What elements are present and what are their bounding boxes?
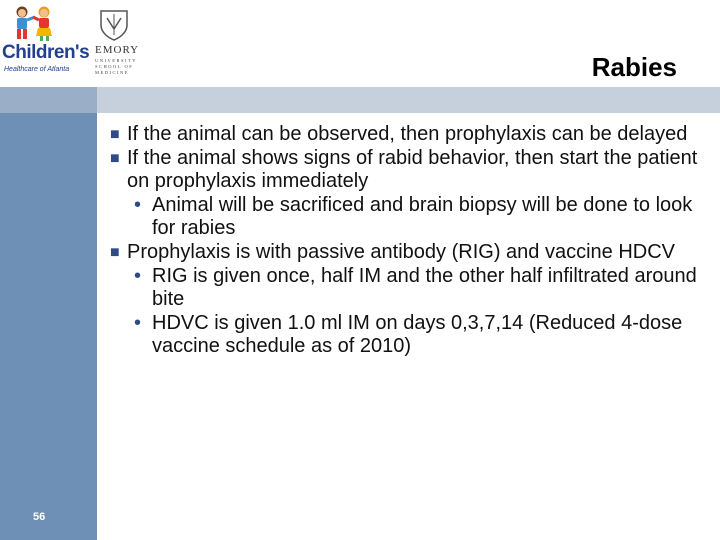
bullet-text: If the animal shows signs of rabid behavior, then start the patient on prophylaxis immediately xyxy=(127,146,698,193)
emory-name: EMORY xyxy=(95,44,140,56)
emory-sub-line-3: MEDICINE xyxy=(95,70,129,75)
sub-bullet-item xyxy=(110,194,705,241)
left-sidebar xyxy=(0,113,97,540)
childrens-kids-logo-icon xyxy=(8,6,68,42)
bullet-item xyxy=(110,147,705,194)
square-bullet-icon: ■ xyxy=(110,126,120,143)
bullet-text: If the animal can be observed, then prophylaxis can be delayed xyxy=(127,123,688,145)
square-bullet-icon: ■ xyxy=(110,149,120,167)
header-band xyxy=(0,87,720,113)
slide-title: Rabies xyxy=(591,52,677,82)
emory-sub xyxy=(95,58,145,76)
sub-bullet-item xyxy=(110,265,705,312)
sub-bullet-item xyxy=(110,312,705,359)
logo-area xyxy=(0,0,160,87)
square-bullet-icon: ■ xyxy=(110,243,120,261)
bullet-item xyxy=(110,241,705,265)
bullet-item xyxy=(110,123,705,147)
dot-bullet-icon: • xyxy=(134,264,142,287)
sub-bullet-text: HDVC is given 1.0 ml IM on days 0,3,7,14 (Reduced 4-dose vaccine schedule as of 2010) xyxy=(152,311,683,358)
sub-bullet-text: Animal will be sacrificed and brain biopsy will be done to look for rabies xyxy=(152,193,693,240)
emory-sub-line-2: SCHOOL OF xyxy=(95,64,134,69)
page-number: 56 xyxy=(33,511,46,523)
bullet-text: Prophylaxis is with passive antibody (RIG) and vaccine HDCV xyxy=(127,240,675,263)
emory-shield-icon xyxy=(99,9,129,41)
header-band-left xyxy=(0,87,97,113)
emory-sub-line-1: UNIVERSITY xyxy=(95,58,137,63)
childrens-brand-sub: Healthcare of Atlanta xyxy=(4,66,70,73)
dot-bullet-icon: • xyxy=(134,311,142,334)
dot-bullet-icon: • xyxy=(134,193,142,216)
sub-bullet-text: RIG is given once, half IM and the other half infiltrated around bite xyxy=(152,264,697,311)
childrens-brand: Children's xyxy=(2,42,90,63)
slide-content xyxy=(110,123,705,359)
